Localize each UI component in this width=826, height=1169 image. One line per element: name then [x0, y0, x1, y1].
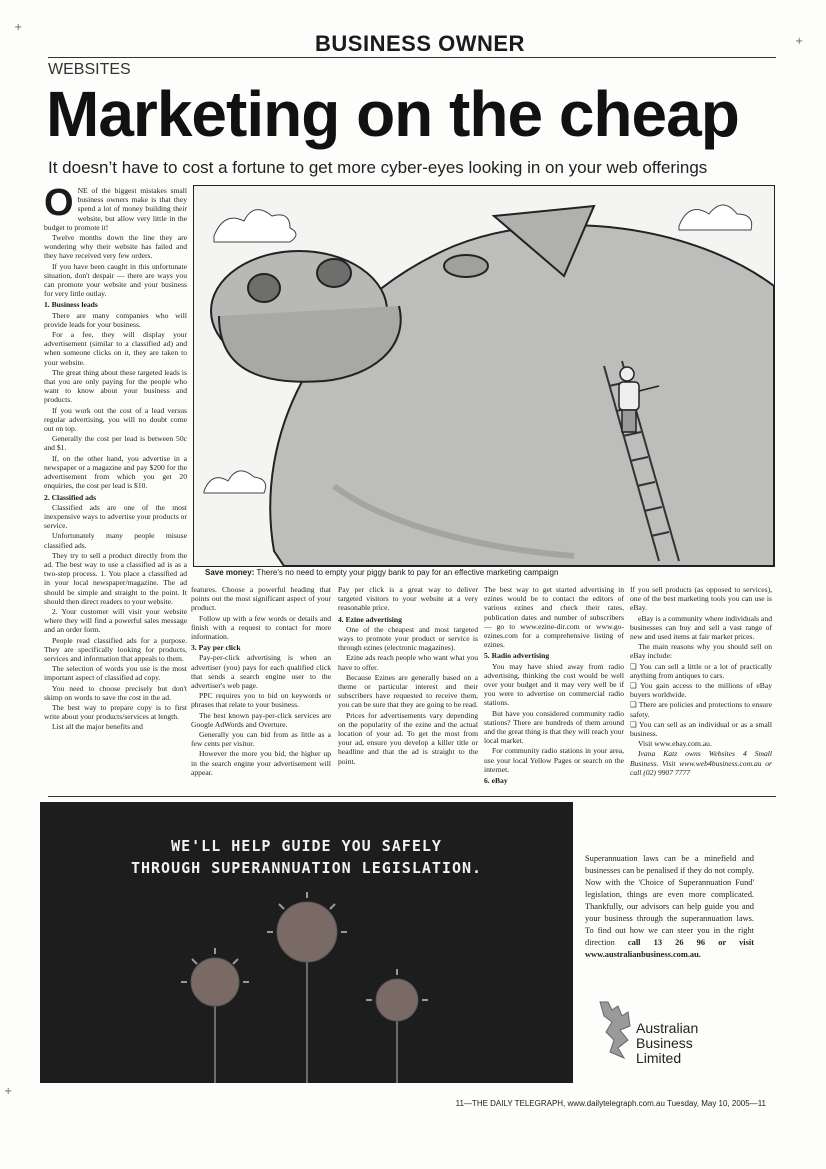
paragraph: Because Ezines are generally based on a theme or particular interest and their subscribers have requested to receive them, you can be sure that they are going to be read.	[338, 672, 478, 710]
registration-mark: +	[4, 1086, 13, 1097]
paragraph: You need to choose precisely but don't skimp on words to save the cost in the ad.	[44, 683, 187, 702]
ad-headline-line-2: THROUGH SUPERANNUATION LEGISLATION.	[130, 859, 483, 877]
paragraph: Prices for advertisements vary depending on the popularity of the ezine and the actual location of your ad. To get the most from your ad, ensure you develop a killer title or headline and that the ad is straight to the point.	[338, 710, 478, 766]
paragraph: The selection of words you use is the most important aspect of classified ad copy.	[44, 664, 187, 683]
headline: Marketing on the cheap	[46, 78, 739, 150]
paragraph: For a fee, they will display your advertisement (similar to a classified ad) and when someone clicks on it, they are taken to your website.	[44, 330, 187, 367]
registration-mark: +	[795, 36, 804, 47]
abl-logo-icon	[598, 1000, 634, 1060]
subheading: 4. Ezine advertising	[338, 614, 402, 624]
ad-headline-line-1: WE'LL HELP GUIDE YOU SAFELY	[171, 837, 442, 855]
subheading: 5. Radio advertising	[484, 651, 550, 661]
subheading: 6. eBay	[484, 776, 508, 785]
paragraph: The great thing about these targeted leads is that you are only paying for the people who want to know about your business and products.	[44, 367, 187, 405]
caption-lead: Save money:	[205, 568, 255, 577]
paragraph: PPC requires you to bid on keywords or phrases that relate to your business.	[191, 691, 331, 710]
bullet-item: ❑ You can sell a little or a lot of practically anything from antiques to cars.	[630, 661, 772, 680]
page-footer: 11—THE DAILY TELEGRAPH, www.dailytelegraph.com.au Tuesday, May 10, 2005—11	[455, 1099, 766, 1108]
ad-body-copy	[585, 853, 754, 961]
paragraph: If you work out the cost of a lead versus regular advertising, you will no doubt come out on top.	[44, 405, 187, 434]
piggy-bank-illustration	[193, 185, 775, 567]
paragraph: NE of the biggest mistakes small business owners make is that they spend a lot of money building their website, but allow very little in the budget to promote it!	[44, 186, 187, 232]
logo-line-1: Australian	[636, 1020, 699, 1036]
paragraph: Visit www.ebay.com.au.	[638, 739, 712, 749]
piggy-bank-drawing	[194, 186, 774, 566]
paragraph: Twelve months down the line they are wondering why their website has failed and they have received very few orders.	[44, 233, 187, 261]
sea-mines-graphic	[40, 802, 573, 1083]
bullet-item: ❑ You gain access to the millions of eBay buyers worldwide.	[630, 681, 772, 700]
article-column-5	[630, 585, 772, 790]
article-column-4	[484, 585, 624, 785]
paragraph: If, on the other hand, you advertise in a newspaper or a magazine and pay $200 for the advertisement from which you get 20 enquiries, the cost per lead is $10.	[44, 453, 187, 491]
article-column-1	[44, 186, 187, 786]
logo-line-2: Business	[636, 1035, 693, 1051]
paragraph: 2. Your customer will visit your website where they will find a powerful sales message and an order form.	[44, 606, 187, 635]
logo-line-3: Limited	[636, 1050, 682, 1066]
drop-cap: O	[44, 186, 74, 224]
paragraph: There are many companies who will provide leads for your business.	[44, 310, 187, 329]
author-bio: Ivana Katz owns Websites 4 Small Business. Visit www.web4business.com.au or call (02) 9907 7777	[630, 749, 772, 777]
caption-text: There's no need to empty your piggy bank to pay for an effective marketing campaign	[254, 568, 559, 577]
paragraph: Follow up with a few words or details and finish with a request to contact for more information.	[191, 613, 331, 642]
paragraph: For community radio stations in your area, use your local Yellow Pages or search on the internet.	[484, 746, 624, 774]
paragraph: People read classified ads for a purpose. They are specifically looking for products, services and information that appeals to them.	[44, 635, 187, 663]
ad-body-text: Superannuation laws can be a minefield and businesses can be penalised if they do not comply. Now with the 'Choice of Superannuation Fund' legislation, things are even more complicated. Thankfully, our advisors can help guide you and your business through the superannuation laws. To find out how we can steer you in the right direction	[585, 854, 754, 947]
paragraph: features. Choose a powerful heading that points out the most significant aspect of your product.	[191, 585, 331, 613]
illustration-caption	[205, 568, 558, 577]
subheading: 1. Business leads	[44, 300, 98, 310]
kicker: WEBSITES	[48, 61, 131, 78]
bullet-item: ❑ There are policies and protections to ensure safety.	[630, 700, 772, 719]
paragraph: Pay per click is a great way to deliver targeted visitors to your website at a very reasonable price.	[338, 585, 478, 613]
paragraph: Unfortunately many people misuse classified ads.	[44, 531, 187, 550]
ad-call-to-action: call 13 26 96 or visit www.australianbusiness.com.au.	[585, 938, 754, 959]
bullet-item: ❑ You can sell as an individual or as a small business.	[630, 719, 772, 739]
paragraph: But have you considered community radio stations? There are hundreds of them around and the great thing is that they will reach your local market.	[484, 708, 624, 746]
paragraph: They try to sell a product directly from the ad. The best way to use a classified ad is as a two-step process. 1. You place a classified ad in your local newspaper/magazine. The ad should be simple and straight to the point. It should then direct readers to your website.	[44, 550, 187, 606]
abl-logo-text	[636, 1021, 698, 1066]
paragraph: You may have shied away from radio advertising, thinking the cost would be well over your budget and it may very well be if you were to advertise on commercial radio stations.	[484, 661, 624, 708]
paragraph: Pay-per-click advertising is when an advertiser (you) pays for each qualified click that sends a search engine user to the advertiser's web page.	[191, 653, 331, 691]
subheading: 3. Pay per click	[191, 643, 241, 653]
article-column-3	[338, 585, 478, 785]
paragraph: Classified ads are one of the most inexpensive ways to advertise your products or service.	[44, 502, 187, 531]
section-title: BUSINESS OWNER	[315, 31, 525, 56]
top-rule	[48, 57, 776, 58]
subheading: 2. Classified ads	[44, 492, 97, 502]
paragraph: Ezine ads reach people who want what you have to offer.	[338, 653, 478, 672]
paragraph: The best way to get started advertising in ezines would be to contact the editors of various ezines and check their rates, publication dates and number of subscribers — go to www.ezine-dir.com or www.go-ezines.com for a comprehensive listing of ezines.	[484, 585, 624, 650]
registration-mark: +	[14, 22, 23, 33]
paragraph: If you sell products (as opposed to services), one of the best marketing tools you can use is eBay.	[630, 585, 772, 613]
bottom-rule	[48, 796, 776, 797]
paragraph: The main reasons why you should sell on eBay include:	[630, 642, 772, 661]
standfirst: It doesn’t have to cost a fortune to get more cyber-eyes looking in on your web offerings	[48, 158, 708, 177]
paragraph: The best known pay-per-click services are Google AdWords and Overture.	[191, 710, 331, 729]
paragraph: Generally you can bid from as little as a few cents per visitor.	[191, 730, 331, 749]
paragraph: List all the major benefits and	[52, 722, 143, 732]
paragraph: Generally the cost per lead is between 50c and $1.	[44, 434, 187, 453]
paragraph: However the more you bid, the higher up in the search engine your advertisement will appear.	[191, 749, 331, 777]
paragraph: The best way to prepare copy is to first write about your products/services at length.	[44, 702, 187, 722]
advertisement-image	[40, 802, 573, 1083]
paragraph: If you have been caught in this unfortunate situation, don't despair — there are ways you can promote your website and your business for very little outlay.	[44, 261, 187, 299]
article-column-2	[191, 585, 331, 785]
paragraph: One of the cheapest and most targeted ways to promote your product or service is through ezines (electronic magazines).	[338, 624, 478, 653]
paragraph: eBay is a community where individuals and businesses can buy and sell a vast range of new and used items at fair market prices.	[630, 613, 772, 642]
